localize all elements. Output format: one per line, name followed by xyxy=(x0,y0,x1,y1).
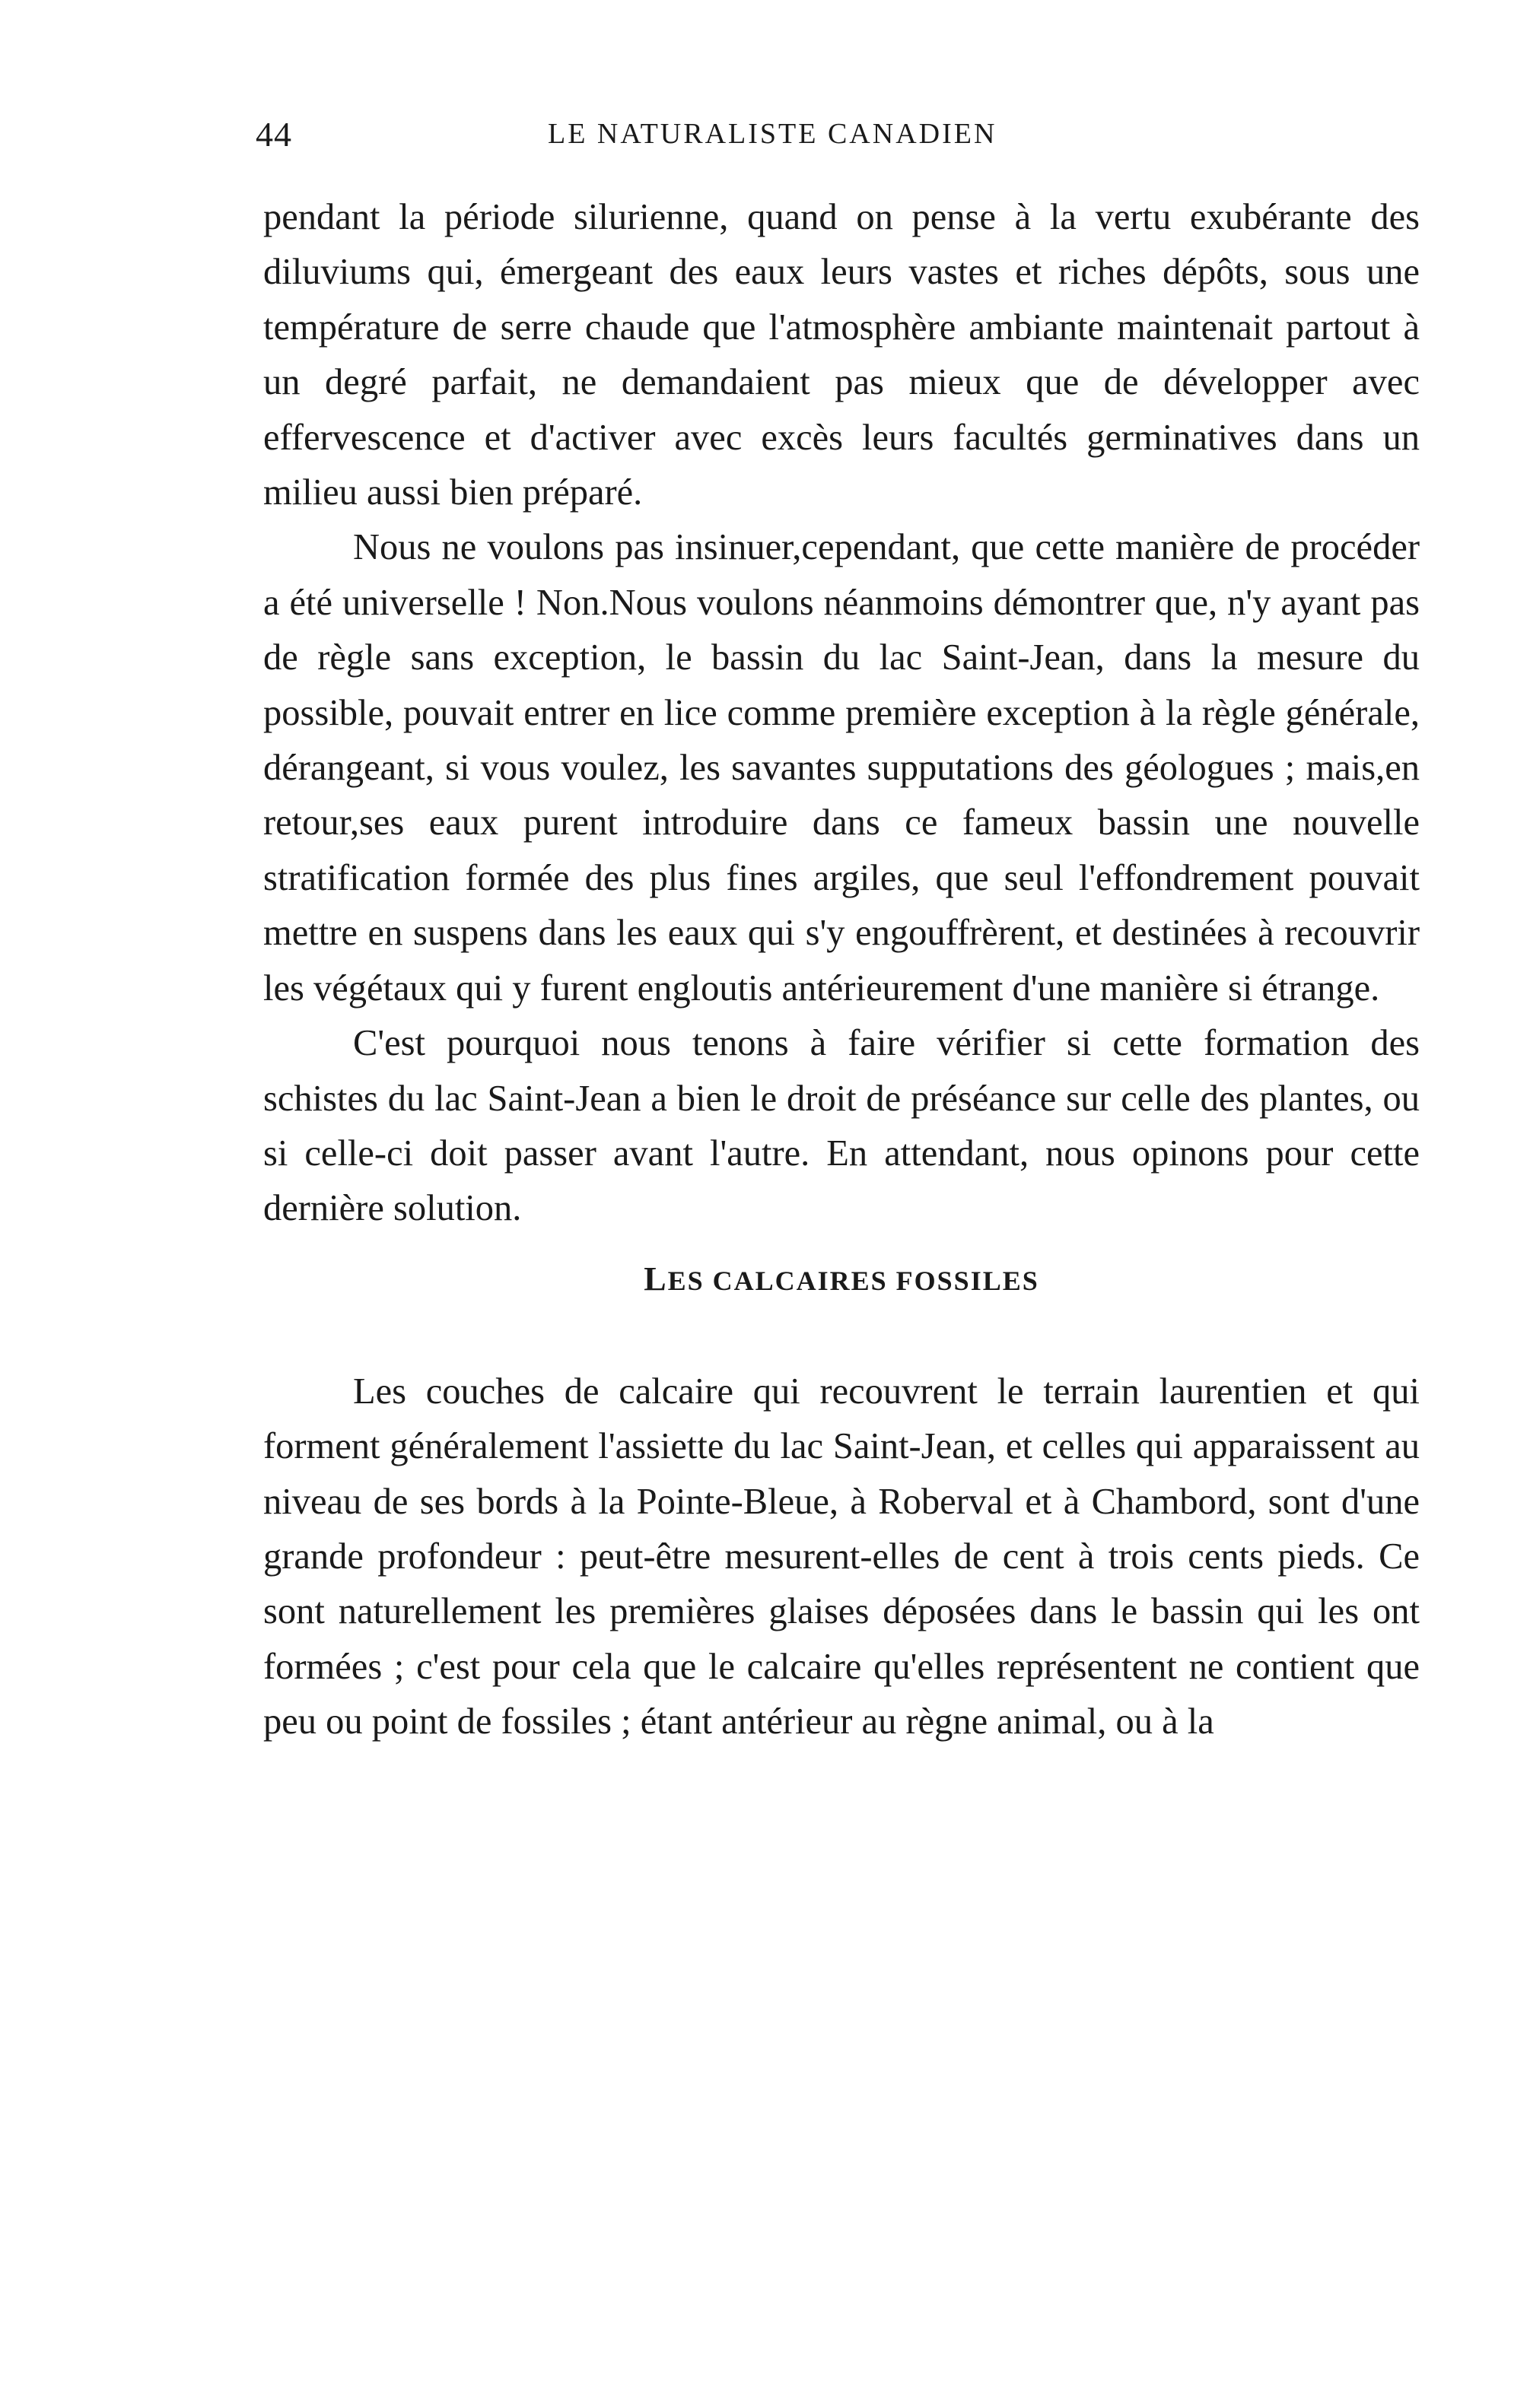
page-number: 44 xyxy=(256,115,292,154)
paragraph-continued: pendant la période silurienne, quand on pense à la vertu exubérante des diluviums qui, émergeant des eaux leurs vastes et riches dépôts, sous une température de serre chaude que l'atmosphère ambiante maintenait partout à un degré parfait, ne demandaient pas mieux que de développer avec effervescence et d'activer avec excès leurs facultés germinatives dans un milieu aussi bien préparé. xyxy=(263,197,1420,513)
section-heading xyxy=(263,1252,1420,1308)
page-body xyxy=(263,190,1420,1750)
paragraph-verification: C'est pourquoi nous tenons à faire vérifier si cette formation des schistes du lac Saint-Jean a bien le droit de préséance sur celle des plantes, ou si celle-ci doit passer avant l'autre. En attendant, nous opinons pour cette dernière solution. xyxy=(263,1023,1420,1229)
paragraph-calcaires: Les couches de calcaire qui recouvrent le terrain laurentien et qui forment généralement l'assiette du lac Saint-Jean, et celles qui apparaissent au niveau de ses bords à la Pointe-Bleue, à Roberval et à Chambord, sont d'une grande profondeur : peut-être mesurent-elles de cent à trois cents pieds. Ce sont naturellement les premières glaises déposées dans le bassin qui les ont formées ; c'est pour cela que le calcaire qu'elles représentent ne contient que peu ou point de fossiles ; étant antérieur au règne animal, ou à la xyxy=(263,1371,1420,1742)
page-header xyxy=(256,114,1420,160)
running-title: LE NATURALISTE CANADIEN xyxy=(548,118,997,150)
section-heading-initial: L xyxy=(644,1260,668,1298)
section-heading-rest: ES CALCAIRES FOSSILES xyxy=(667,1265,1039,1296)
paragraph-exception: Nous ne voulons pas insinuer,cependant, que cette manière de procéder a été universelle ! Non.Nous voulons néanmoins démontrer que, n'y ayant pas de règle sans exception, le bassin du lac Saint-Jean, dans la mesure du possible, pouvait entrer en lice comme première exception à la règle générale, dérangeant, si vous voulez, les savantes supputations des géologues ; mais,en retour,ses eaux purent introduire dans ce fameux bassin une nouvelle stratification formée des plus fines argiles, que seul l'effondrement pouvait mettre en suspens dans les eaux qui s'y engouffrèrent, et destinées à recouvrir les végétaux qui y furent engloutis antérieurement d'une manière si étrange. xyxy=(263,527,1420,1009)
